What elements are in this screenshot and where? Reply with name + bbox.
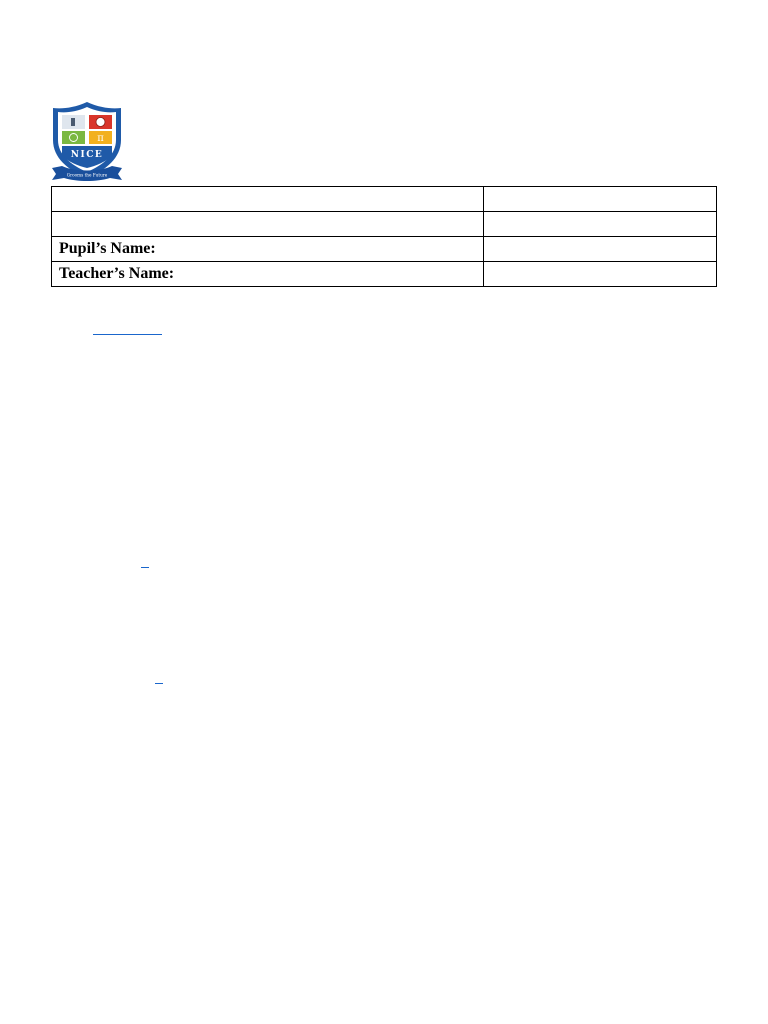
hyperlink-underline[interactable] bbox=[141, 567, 149, 568]
teacher-name-value bbox=[484, 262, 717, 287]
pupil-name-label: Pupil’s Name: bbox=[52, 237, 484, 262]
table-row bbox=[52, 237, 717, 262]
hyperlink-underline[interactable] bbox=[93, 334, 162, 335]
pupil-name-value bbox=[484, 237, 717, 262]
logo-name-text: NICE bbox=[70, 150, 104, 160]
row-label bbox=[52, 212, 484, 237]
school-logo-icon bbox=[50, 100, 124, 184]
table-row bbox=[52, 187, 717, 212]
logo-motto-text: Grooms the Future bbox=[66, 172, 108, 178]
table-row bbox=[52, 262, 717, 287]
logo-clock-symbol bbox=[96, 118, 105, 127]
row-value bbox=[484, 212, 717, 237]
logo-microscope-symbol bbox=[71, 118, 75, 126]
pupil-info-table bbox=[51, 186, 717, 287]
row-label bbox=[52, 187, 484, 212]
hyperlink-underline[interactable] bbox=[155, 683, 163, 684]
row-value bbox=[484, 187, 717, 212]
teacher-name-label: Teacher’s Name: bbox=[52, 262, 484, 287]
logo-quadrant-bottom-left bbox=[62, 131, 85, 144]
logo-pi-symbol: π bbox=[97, 133, 104, 144]
table-row bbox=[52, 212, 717, 237]
